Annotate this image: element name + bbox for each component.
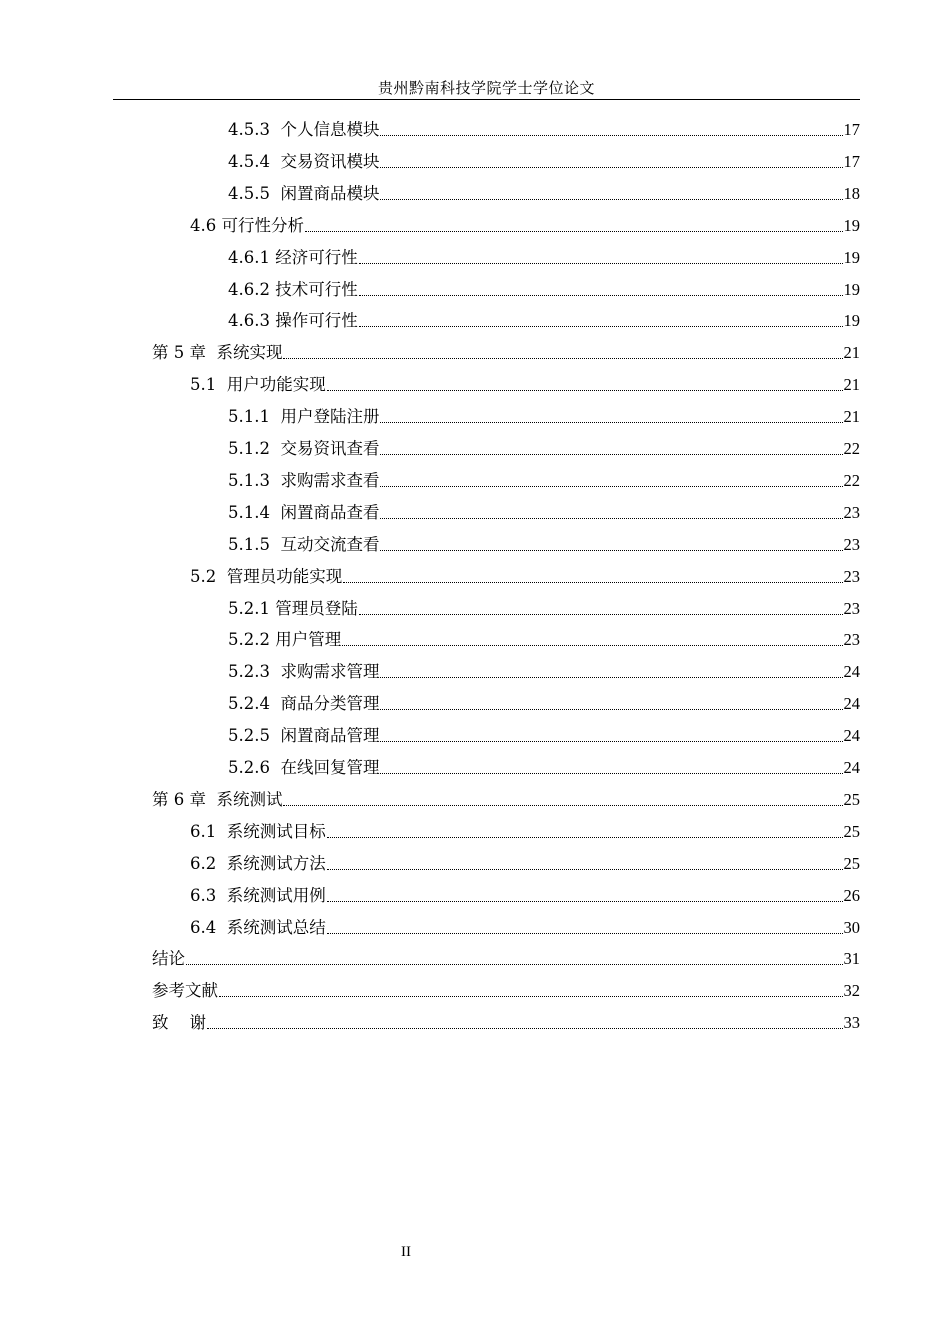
toc-dot-leader [380, 486, 842, 487]
toc-entry[interactable] [228, 529, 860, 561]
toc-dot-leader [327, 933, 843, 934]
toc-dot-leader [359, 614, 843, 615]
toc-entry-page: 32 [843, 981, 860, 1001]
toc-entry-page: 24 [843, 694, 860, 714]
toc-entry-page: 23 [843, 598, 860, 618]
toc-entry-label: 结论 [152, 949, 185, 969]
toc-entry-label: 第 5 章 系统实现 [152, 343, 283, 363]
toc-entry[interactable] [228, 656, 860, 688]
toc-dot-leader [380, 773, 842, 774]
toc-dot-leader [359, 295, 843, 296]
toc-dot-leader [380, 550, 842, 551]
toc-entry-page: 23 [843, 534, 860, 554]
toc-entry[interactable] [228, 593, 860, 625]
toc-dot-leader [380, 199, 842, 200]
toc-dot-leader [327, 901, 843, 902]
toc-entry-page: 24 [843, 758, 860, 777]
toc-entry-label: 5.2.6 在线回复管理 [228, 758, 380, 777]
toc-entry-page: 25 [843, 789, 860, 809]
toc-entry[interactable] [228, 624, 860, 656]
toc-entry-label: 5.1.1 用户登陆注册 [228, 407, 380, 427]
toc-entry[interactable] [190, 912, 860, 944]
toc-entry-label: 5.2.1 管理员登陆 [228, 598, 358, 618]
toc-dot-leader [327, 390, 843, 391]
toc-entry-page: 22 [843, 439, 860, 458]
toc-entry[interactable] [190, 848, 860, 880]
toc-entry[interactable] [152, 1007, 860, 1039]
toc-entry-label: 5.1 用户功能实现 [190, 375, 326, 395]
toc-entry-label: 5.1.4 闲置商品查看 [228, 502, 380, 522]
toc-entry-label: 致 谢 [152, 1013, 206, 1033]
toc-entry-label: 参考文献 [152, 981, 218, 1001]
toc-entry-page: 23 [843, 566, 860, 586]
toc-entry-label: 6.3 系统测试用例 [190, 885, 326, 905]
toc-entry-label: 4.6.1 经济可行性 [228, 247, 358, 267]
header-divider [113, 99, 860, 100]
toc-entry[interactable] [228, 497, 860, 529]
toc-entry-page: 31 [843, 949, 860, 969]
toc-entry-page: 24 [843, 662, 860, 682]
toc-dot-leader [380, 677, 842, 678]
toc-entry[interactable] [228, 114, 860, 146]
toc-dot-leader [283, 805, 842, 806]
toc-entry-page: 18 [843, 183, 860, 203]
toc-entry-label: 4.6.3 操作可行性 [228, 311, 358, 331]
toc-entry-label: 4.6.2 技术可行性 [228, 279, 358, 299]
toc-dot-leader [186, 964, 843, 965]
toc-dot-leader [327, 837, 843, 838]
toc-entry[interactable] [152, 337, 860, 369]
toc-entry-page: 23 [843, 502, 860, 522]
toc-entry-label: 5.1.2 交易资讯查看 [228, 439, 380, 458]
toc-dot-leader [342, 645, 842, 646]
toc-dot-leader [359, 326, 843, 327]
toc-entry-page: 25 [843, 853, 860, 873]
toc-entry-page: 17 [843, 120, 860, 139]
toc-entry-label: 6.1 系统测试目标 [190, 821, 326, 841]
toc-dot-leader [359, 263, 843, 264]
toc-dot-leader [219, 996, 843, 997]
toc-entry-label: 4.6 可行性分析 [190, 215, 304, 235]
toc-entry-label: 5.2.4 商品分类管理 [228, 694, 380, 714]
toc-entry-page: 19 [843, 279, 860, 299]
page-number: II [401, 1244, 411, 1260]
toc-entry-label: 6.4 系统测试总结 [190, 917, 326, 937]
toc-entry-label: 4.5.3 个人信息模块 [228, 120, 380, 139]
toc-entry-label: 4.5.5 闲置商品模块 [228, 183, 380, 203]
toc-entry[interactable] [228, 433, 860, 465]
toc-dot-leader [380, 709, 842, 710]
toc-entry[interactable] [228, 178, 860, 210]
toc-entry[interactable] [228, 752, 860, 784]
toc-entry[interactable] [228, 242, 860, 274]
toc-dot-leader [380, 741, 842, 742]
toc-dot-leader [305, 231, 843, 232]
toc-entry[interactable] [152, 975, 860, 1007]
toc-entry-page: 22 [843, 470, 860, 490]
toc-entry-label: 第 6 章 系统测试 [152, 789, 283, 809]
toc-dot-leader [380, 167, 842, 168]
toc-entry[interactable] [228, 401, 860, 433]
toc-entry-page: 21 [843, 343, 860, 363]
toc-entry[interactable] [228, 274, 860, 306]
toc-dot-leader [327, 869, 843, 870]
toc-entry-label: 5.2.3 求购需求管理 [228, 662, 380, 682]
toc-entry-label: 5.2.2 用户管理 [228, 630, 342, 650]
toc-entry-label: 4.5.4 交易资讯模块 [228, 151, 380, 171]
toc-entry[interactable] [190, 880, 860, 912]
toc-entry[interactable] [228, 465, 860, 497]
toc-dot-leader [343, 582, 842, 583]
toc-entry-page: 19 [843, 311, 860, 331]
toc-dot-leader [380, 454, 842, 455]
toc-entry[interactable] [190, 561, 860, 593]
toc-dot-leader [283, 358, 842, 359]
toc-entry-page: 19 [843, 215, 860, 235]
toc-entry[interactable] [228, 688, 860, 720]
toc-entry[interactable] [190, 816, 860, 848]
toc-entry-page: 26 [843, 885, 860, 905]
page-header-title: 贵州黔南科技学院学士学位论文 [377, 79, 595, 97]
toc-entry-label: 5.2.5 闲置商品管理 [228, 726, 380, 746]
toc-entry[interactable] [190, 210, 860, 242]
toc-dot-leader [207, 1028, 843, 1029]
toc-entry-page: 23 [843, 630, 860, 650]
toc-entry[interactable] [228, 305, 860, 337]
toc-entry-page: 30 [843, 917, 860, 937]
toc-entry-page: 24 [843, 726, 860, 746]
toc-entry[interactable] [228, 146, 860, 178]
toc-entry-label: 6.2 系统测试方法 [190, 853, 326, 873]
toc-entry[interactable] [190, 369, 860, 401]
toc-entry-page: 25 [843, 821, 860, 841]
toc-entry-label: 5.1.3 求购需求查看 [228, 470, 380, 490]
toc-entry-page: 21 [843, 407, 860, 427]
toc-entry-page: 19 [843, 247, 860, 267]
toc-entry[interactable] [152, 943, 860, 975]
toc-entry-page: 17 [843, 151, 860, 171]
toc-dot-leader [380, 422, 842, 423]
toc-entry-label: 5.1.5 互动交流查看 [228, 534, 380, 554]
toc-entry-label: 5.2 管理员功能实现 [190, 566, 343, 586]
toc-entry-page: 33 [843, 1013, 860, 1033]
toc-dot-leader [380, 135, 842, 136]
toc-entry[interactable] [228, 720, 860, 752]
toc-entry-page: 21 [843, 375, 860, 395]
toc-dot-leader [380, 518, 842, 519]
toc-entry[interactable] [152, 784, 860, 816]
